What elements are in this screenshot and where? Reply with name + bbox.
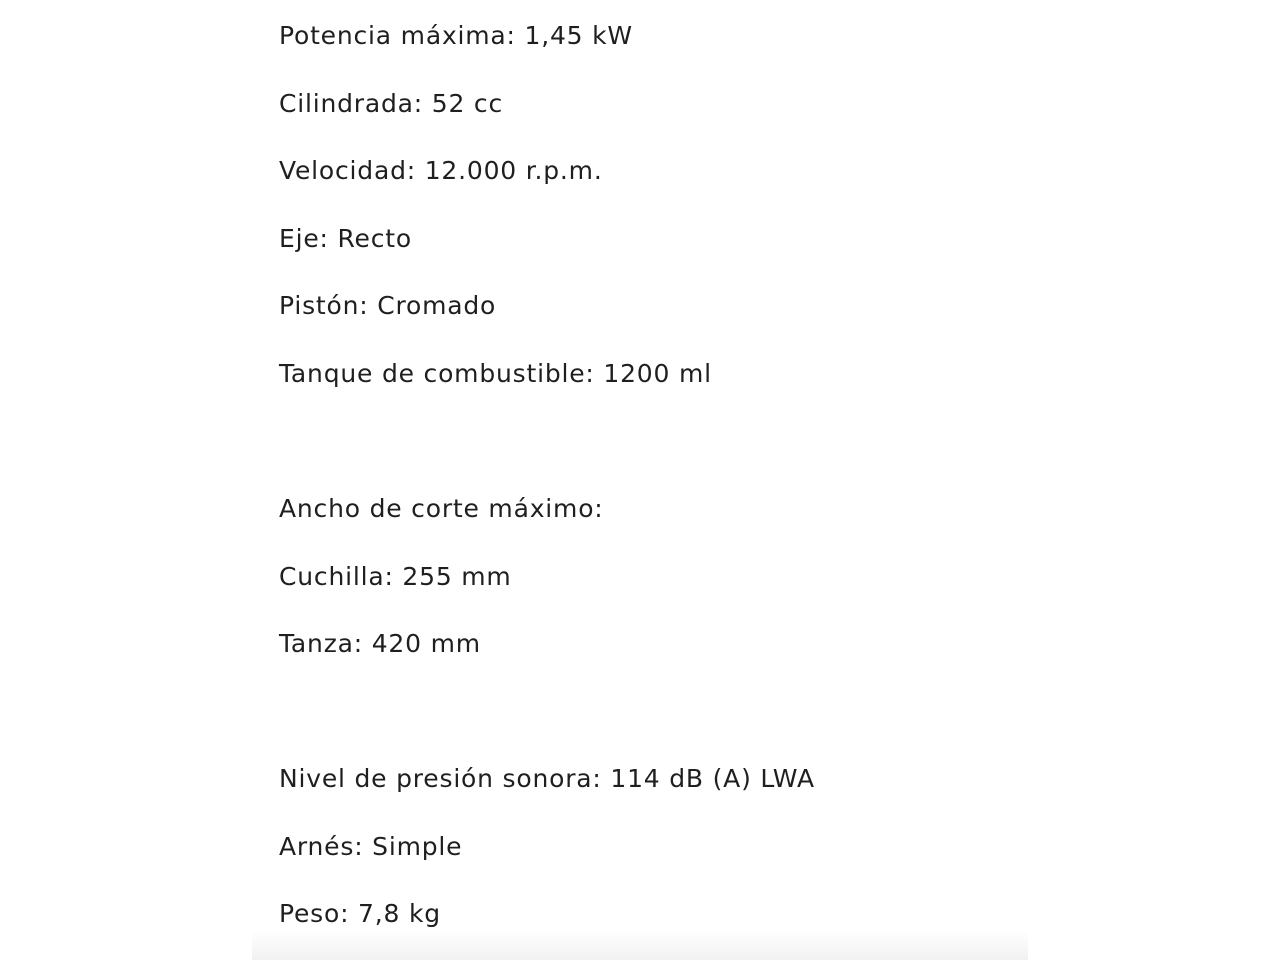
spec-cut-width-heading: Ancho de corte máximo: (279, 494, 604, 523)
spec-fuel-tank: Tanque de combustible: 1200 ml (279, 358, 712, 388)
spec-blade: Cuchilla: 255 mm (279, 561, 512, 591)
bottom-panel-shadow (252, 930, 1028, 960)
spec-weight: Peso: 7,8 kg (279, 899, 441, 928)
engine-specs (279, 21, 712, 426)
spec-piston: Pistón: Cromado (279, 291, 497, 320)
spec-harness: Arnés: Simple (279, 831, 463, 861)
spec-speed: Velocidad: 12.000 r.p.m. (279, 156, 603, 185)
spec-line-trimmer: Tanza: 420 mm (279, 629, 481, 658)
spec-sound-level: Nivel de presión sonora: 114 dB (A) LWA (279, 764, 815, 793)
spec-max-power: Potencia máxima: 1,45 kW (279, 21, 633, 50)
spec-shaft: Eje: Recto (279, 223, 412, 253)
spec-displacement: Cilindrada: 52 cc (279, 88, 504, 118)
cutting-specs (279, 494, 604, 697)
